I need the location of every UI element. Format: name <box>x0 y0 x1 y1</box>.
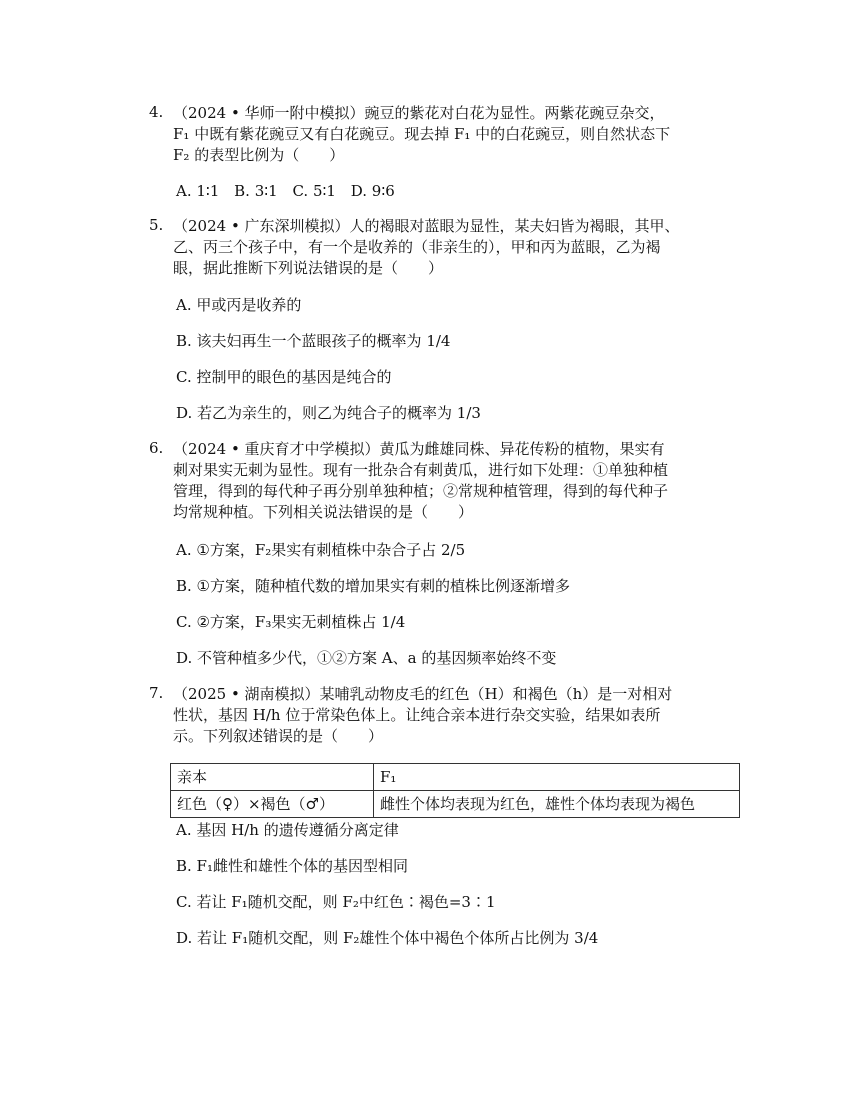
stem-line: 均常规种植。下列相关说法错误的是（ ） <box>173 503 474 521</box>
stem-line: 示。下列叙述错误的是（ ） <box>173 727 384 745</box>
option-a[interactable]: A. 基因 H/h 的遗传遵循分离定律 <box>176 821 399 839</box>
options-row <box>176 181 405 201</box>
table-header-row <box>171 764 740 791</box>
question-number: 6. <box>149 439 164 457</box>
table-row <box>171 791 740 818</box>
question-7 <box>149 684 749 747</box>
option-a[interactable]: A. 1∶1 <box>176 182 220 200</box>
option-d[interactable]: D. 不管种植多少代，①②方案 A、a 的基因频率始终不变 <box>176 649 557 667</box>
table-header-cell: 亲本 <box>171 764 374 791</box>
option-b[interactable]: B. 3∶1 <box>234 182 278 200</box>
cross-table <box>170 763 740 818</box>
question-number: 4. <box>149 103 164 121</box>
stem-line: F₁ 中既有紫花豌豆又有白花豌豆。现去掉 F₁ 中的白花豌豆，则自然状态下 <box>173 125 671 143</box>
option-b[interactable]: B. F₁雌性和雄性个体的基因型相同 <box>176 857 408 875</box>
table-cell: 红色（♀）×褐色（♂） <box>171 791 374 818</box>
option-c[interactable]: C. 5∶1 <box>292 182 336 200</box>
option-d[interactable]: D. 若乙为亲生的，则乙为纯合子的概率为 1/3 <box>176 404 481 422</box>
stem-line: 性状，基因 H/h 位于常染色体上。让纯合亲本进行杂交实验，结果如表所 <box>173 706 661 724</box>
option-a[interactable]: A. 甲或丙是收养的 <box>176 296 302 314</box>
question-stem <box>149 439 749 523</box>
option-a[interactable]: A. ①方案，F₂果实有刺植株中杂合子占 2/5 <box>176 541 466 559</box>
option-c[interactable]: C. 控制甲的眼色的基因是纯合的 <box>176 368 392 386</box>
stem-line: （2024 • 华师一附中模拟）豌豆的紫花对白花为显性。两紫花豌豆杂交， <box>173 104 665 122</box>
stem-line: 乙、丙三个孩子中，有一个是收养的（非亲生的），甲和丙为蓝眼，乙为褐 <box>173 238 661 256</box>
option-b[interactable]: B. ①方案，随种植代数的增加果实有刺的植株比例逐渐增多 <box>176 577 571 595</box>
option-d[interactable]: D. 若让 F₁随机交配，则 F₂雄性个体中褐色个体所占比例为 3/4 <box>176 929 599 947</box>
question-stem <box>149 684 749 747</box>
option-d[interactable]: D. 9∶6 <box>350 182 395 200</box>
stem-line: （2024 • 重庆育才中学模拟）黄瓜为雌雄同株、异花传粉的植物，果实有 <box>173 440 665 458</box>
option-b[interactable]: B. 该夫妇再生一个蓝眼孩子的概率为 1/4 <box>176 332 451 350</box>
option-c[interactable]: C. ②方案，F₃果实无刺植株占 1/4 <box>176 613 406 631</box>
question-4 <box>149 103 749 166</box>
stem-line: （2025 • 湖南模拟）某哺乳动物皮毛的红色（H）和褐色（h）是一对相对 <box>173 685 673 703</box>
stem-line: F₂ 的表型比例为（ ） <box>173 146 345 164</box>
option-c[interactable]: C. 若让 F₁随机交配，则 F₂中红色∶褐色=3∶1 <box>176 893 496 911</box>
question-6 <box>149 439 749 523</box>
stem-line: 管理，得到的每代种子再分别单独种植；②常规种植管理，得到的每代种子 <box>173 482 669 500</box>
table-header-cell: F₁ <box>374 764 740 791</box>
table-cell: 雌性个体均表现为红色，雄性个体均表现为褐色 <box>374 791 740 818</box>
question-stem <box>149 216 749 279</box>
question-number: 7. <box>149 684 164 702</box>
question-number: 5. <box>149 216 164 234</box>
stem-line: 刺对果实无刺为显性。现有一批杂合有刺黄瓜，进行如下处理：①单独种植 <box>173 461 669 479</box>
question-stem <box>149 103 749 166</box>
question-5 <box>149 216 749 279</box>
stem-line: （2024 • 广东深圳模拟）人的褐眼对蓝眼为显性，某夫妇皆为褐眼，其甲、 <box>173 217 680 235</box>
stem-line: 眼，据此推断下列说法错误的是（ ） <box>173 259 444 277</box>
